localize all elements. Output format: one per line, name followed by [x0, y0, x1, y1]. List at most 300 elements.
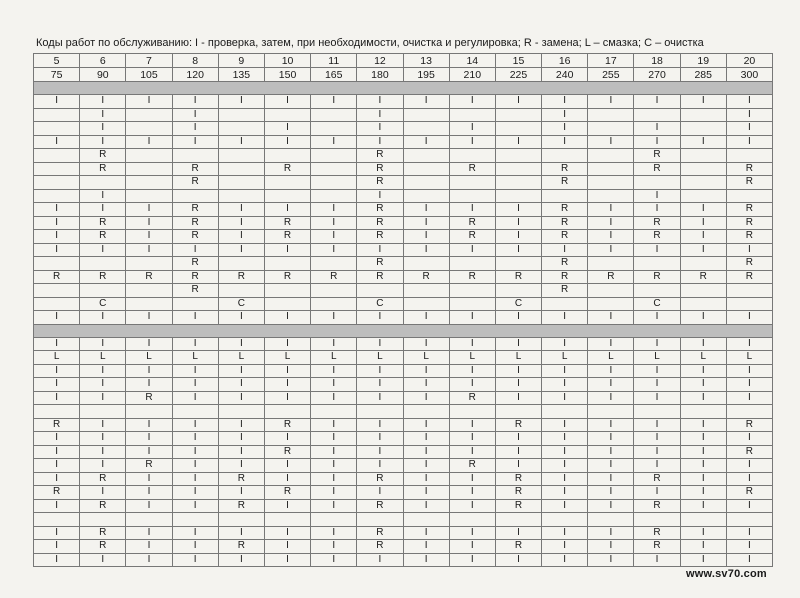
service-code-cell: I [495, 553, 541, 567]
table-row [34, 243, 773, 257]
table-row [34, 203, 773, 217]
service-code-cell: I [588, 445, 634, 459]
service-code-cell: R [542, 203, 588, 217]
service-code-cell [634, 176, 680, 190]
service-code-cell: I [34, 230, 80, 244]
service-code-cell: R [357, 162, 403, 176]
service-code-cell [495, 189, 541, 203]
service-code-cell: I [218, 526, 264, 540]
service-code-cell: I [311, 418, 357, 432]
service-code-cell: R [726, 445, 772, 459]
service-code-cell [588, 176, 634, 190]
interval-header-cell: 11 [311, 54, 357, 68]
service-code-cell: R [126, 270, 172, 284]
maintenance-schedule-table [33, 53, 773, 567]
service-code-cell: R [264, 270, 310, 284]
service-code-cell [680, 284, 726, 298]
service-code-cell [264, 297, 310, 311]
service-code-cell: I [126, 95, 172, 109]
mileage-header-cell: 195 [403, 68, 449, 82]
service-code-cell: I [34, 364, 80, 378]
service-code-cell: I [264, 553, 310, 567]
service-code-cell: R [172, 176, 218, 190]
service-code-cell: I [264, 499, 310, 513]
service-code-cell: I [311, 459, 357, 473]
service-code-cell [495, 122, 541, 136]
service-code-cell: I [588, 364, 634, 378]
table-row [34, 472, 773, 486]
service-code-cell: I [726, 337, 772, 351]
service-code-cell: I [311, 486, 357, 500]
service-code-cell: I [218, 135, 264, 149]
service-code-cell: I [311, 526, 357, 540]
service-code-cell: I [80, 445, 126, 459]
service-code-cell: I [588, 553, 634, 567]
service-code-cell: L [726, 351, 772, 365]
service-code-cell: I [588, 203, 634, 217]
service-code-cell [264, 149, 310, 163]
service-code-cell: I [588, 378, 634, 392]
service-code-cell [264, 513, 310, 527]
service-code-cell [403, 108, 449, 122]
service-code-cell: I [126, 230, 172, 244]
service-code-cell: R [172, 203, 218, 217]
service-code-cell: R [126, 459, 172, 473]
service-code-cell: R [34, 418, 80, 432]
service-code-cell: R [172, 216, 218, 230]
service-code-cell [311, 176, 357, 190]
service-code-cell: L [34, 351, 80, 365]
service-code-cell: I [34, 459, 80, 473]
service-code-cell [495, 513, 541, 527]
service-code-cell: I [80, 432, 126, 446]
service-code-cell: I [542, 553, 588, 567]
service-code-cell: L [495, 351, 541, 365]
service-code-cell [126, 405, 172, 419]
service-code-cell: R [80, 499, 126, 513]
header-row-intervals [34, 54, 773, 68]
service-code-cell: I [34, 472, 80, 486]
service-code-cell: R [726, 162, 772, 176]
table-row [34, 391, 773, 405]
service-code-cell: I [264, 337, 310, 351]
service-code-cell: I [588, 337, 634, 351]
mileage-header-cell: 300 [726, 68, 772, 82]
service-code-cell: I [449, 135, 495, 149]
service-code-cell: I [311, 499, 357, 513]
service-code-cell: R [634, 270, 680, 284]
service-code-cell: I [449, 364, 495, 378]
service-code-cell: I [34, 553, 80, 567]
service-code-cell: I [172, 364, 218, 378]
service-code-cell: I [34, 432, 80, 446]
service-code-cell: I [403, 432, 449, 446]
section-divider-cell [34, 324, 773, 337]
service-code-cell: R [357, 499, 403, 513]
service-code-cell [34, 284, 80, 298]
service-code-cell [403, 162, 449, 176]
service-code-cell [726, 189, 772, 203]
service-code-cell [726, 149, 772, 163]
service-code-cell: I [218, 203, 264, 217]
service-code-cell: R [449, 391, 495, 405]
service-code-cell: I [495, 243, 541, 257]
service-code-cell: I [726, 499, 772, 513]
service-code-cell: I [264, 526, 310, 540]
service-code-cell: I [726, 526, 772, 540]
service-code-cell: I [357, 378, 403, 392]
service-code-cell: I [542, 486, 588, 500]
service-code-cell: R [449, 270, 495, 284]
service-code-cell: I [218, 95, 264, 109]
mileage-header-cell: 120 [172, 68, 218, 82]
service-code-cell [449, 257, 495, 271]
service-code-cell: I [264, 243, 310, 257]
service-code-cell: R [80, 526, 126, 540]
service-code-cell: I [449, 486, 495, 500]
table-row [34, 95, 773, 109]
service-code-cell: I [542, 472, 588, 486]
service-code-cell: I [542, 337, 588, 351]
service-code-cell: I [357, 243, 403, 257]
service-code-cell: I [34, 216, 80, 230]
service-code-cell: I [264, 311, 310, 325]
service-code-cell: I [449, 553, 495, 567]
table-row [34, 513, 773, 527]
service-code-cell: I [34, 311, 80, 325]
service-code-cell: R [172, 257, 218, 271]
service-code-cell: I [495, 526, 541, 540]
service-code-cell: R [726, 176, 772, 190]
service-code-cell: L [588, 351, 634, 365]
service-code-cell: I [726, 95, 772, 109]
service-code-cell: I [218, 230, 264, 244]
service-code-cell: I [726, 459, 772, 473]
service-code-cell: I [588, 95, 634, 109]
service-code-cell [264, 189, 310, 203]
service-code-cell: I [542, 311, 588, 325]
table-row [34, 270, 773, 284]
service-code-cell: I [680, 203, 726, 217]
service-code-cell: I [80, 364, 126, 378]
service-code-cell: I [172, 378, 218, 392]
service-code-cell: I [172, 122, 218, 136]
service-code-cell: I [357, 189, 403, 203]
service-code-cell [588, 405, 634, 419]
table-row [34, 189, 773, 203]
service-code-cell: I [172, 499, 218, 513]
service-code-cell [264, 284, 310, 298]
service-code-cell: I [449, 540, 495, 554]
service-code-cell: R [542, 257, 588, 271]
service-code-cell: R [495, 418, 541, 432]
service-code-cell [264, 176, 310, 190]
service-code-cell [218, 405, 264, 419]
service-code-cell: I [403, 540, 449, 554]
service-code-cell: I [218, 459, 264, 473]
mileage-header-cell: 105 [126, 68, 172, 82]
service-code-cell: R [726, 270, 772, 284]
service-code-cell: I [588, 418, 634, 432]
service-code-cell: I [449, 378, 495, 392]
service-code-cell: I [126, 445, 172, 459]
service-code-cell: L [542, 351, 588, 365]
service-code-cell: I [542, 122, 588, 136]
service-code-cell: I [588, 472, 634, 486]
service-code-cell: R [264, 162, 310, 176]
service-code-cell: C [80, 297, 126, 311]
service-code-cell: I [403, 203, 449, 217]
service-code-cell: L [634, 351, 680, 365]
service-code-cell: R [634, 472, 680, 486]
service-code-cell: I [80, 553, 126, 567]
service-code-cell: I [726, 122, 772, 136]
service-code-cell [680, 405, 726, 419]
service-code-cell: R [218, 499, 264, 513]
table-row [34, 553, 773, 567]
service-code-cell [34, 108, 80, 122]
service-code-cell: I [634, 378, 680, 392]
table-row [34, 540, 773, 554]
service-code-cell [680, 257, 726, 271]
mileage-header-cell: 240 [542, 68, 588, 82]
service-code-cell [542, 297, 588, 311]
service-code-cell [449, 149, 495, 163]
service-code-cell: I [542, 243, 588, 257]
service-code-cell: I [34, 378, 80, 392]
service-code-cell: I [311, 445, 357, 459]
service-code-cell: R [172, 284, 218, 298]
service-code-cell: I [172, 432, 218, 446]
service-code-cell: R [542, 230, 588, 244]
service-code-cell: R [542, 162, 588, 176]
service-code-cell: I [495, 311, 541, 325]
table-row [34, 526, 773, 540]
service-code-cell: I [126, 203, 172, 217]
interval-header-cell: 16 [542, 54, 588, 68]
service-code-cell [449, 405, 495, 419]
service-code-cell [311, 405, 357, 419]
service-code-cell: I [542, 364, 588, 378]
service-code-cell: I [357, 364, 403, 378]
service-code-cell [680, 122, 726, 136]
service-code-cell: R [264, 486, 310, 500]
service-code-cell [495, 284, 541, 298]
service-code-cell: I [126, 499, 172, 513]
service-code-cell [311, 162, 357, 176]
service-code-cell: I [634, 243, 680, 257]
mileage-header-cell: 285 [680, 68, 726, 82]
service-code-cell: I [264, 459, 310, 473]
service-code-cell: I [172, 243, 218, 257]
service-code-cell: I [726, 243, 772, 257]
service-code-cell: R [634, 149, 680, 163]
service-code-cell [34, 257, 80, 271]
service-code-cell [449, 176, 495, 190]
service-code-cell: R [726, 230, 772, 244]
service-code-cell: I [634, 486, 680, 500]
service-code-cell [126, 162, 172, 176]
service-code-cell [126, 108, 172, 122]
service-code-cell [126, 149, 172, 163]
interval-header-cell: 7 [126, 54, 172, 68]
service-code-cell: I [264, 432, 310, 446]
service-code-cell: R [80, 149, 126, 163]
service-code-cell: I [311, 337, 357, 351]
service-code-cell: I [172, 108, 218, 122]
service-code-cell: R [172, 270, 218, 284]
service-code-cell: I [680, 486, 726, 500]
service-code-cell: R [264, 230, 310, 244]
service-code-cell: I [542, 499, 588, 513]
service-code-cell: I [126, 311, 172, 325]
service-code-cell: I [680, 243, 726, 257]
service-code-cell [172, 405, 218, 419]
service-code-cell: I [495, 391, 541, 405]
service-code-cell [34, 162, 80, 176]
service-code-cell: I [357, 135, 403, 149]
service-code-cell: I [218, 486, 264, 500]
service-code-cell [588, 257, 634, 271]
service-code-cell: I [80, 418, 126, 432]
service-code-cell [634, 108, 680, 122]
service-code-cell: R [634, 499, 680, 513]
service-code-cell [680, 162, 726, 176]
service-code-cell: I [449, 122, 495, 136]
service-code-cell: R [449, 459, 495, 473]
service-code-cell: L [264, 351, 310, 365]
service-code-cell: I [357, 459, 403, 473]
service-code-cell: I [403, 553, 449, 567]
service-code-cell [311, 257, 357, 271]
service-code-cell [264, 405, 310, 419]
service-code-cell: L [80, 351, 126, 365]
service-code-cell: I [403, 364, 449, 378]
service-code-cell: R [726, 486, 772, 500]
service-code-cell [34, 176, 80, 190]
service-code-cell: I [634, 203, 680, 217]
service-code-cell [680, 149, 726, 163]
table-row [34, 364, 773, 378]
service-code-cell: I [80, 135, 126, 149]
service-code-cell: I [449, 311, 495, 325]
service-code-cell: I [403, 216, 449, 230]
header-row-mileage [34, 68, 773, 82]
service-code-cell: R [588, 270, 634, 284]
service-code-cell: I [357, 445, 403, 459]
service-code-cell: I [634, 418, 680, 432]
service-code-cell: L [449, 351, 495, 365]
interval-header-cell: 20 [726, 54, 772, 68]
service-code-cell: L [218, 351, 264, 365]
service-code-cell: I [680, 378, 726, 392]
service-code-cell: R [357, 149, 403, 163]
service-code-cell: I [495, 378, 541, 392]
service-code-cell: R [495, 270, 541, 284]
service-code-cell [634, 257, 680, 271]
service-code-cell: I [449, 526, 495, 540]
interval-header-cell: 15 [495, 54, 541, 68]
service-code-cell: L [403, 351, 449, 365]
service-code-cell: I [449, 203, 495, 217]
service-code-cell: R [726, 216, 772, 230]
service-code-cell: R [311, 270, 357, 284]
service-code-cell [34, 149, 80, 163]
service-code-cell: I [311, 243, 357, 257]
service-code-cell [588, 189, 634, 203]
service-code-cell [495, 405, 541, 419]
service-code-cell: I [449, 418, 495, 432]
service-code-cell: I [172, 445, 218, 459]
table-row [34, 432, 773, 446]
service-code-cell [542, 513, 588, 527]
service-code-cell: I [680, 418, 726, 432]
service-code-cell: I [726, 364, 772, 378]
service-code-cell: I [218, 391, 264, 405]
service-code-cell [126, 189, 172, 203]
service-code-cell: I [34, 203, 80, 217]
service-code-cell: I [449, 432, 495, 446]
mileage-header-cell: 90 [80, 68, 126, 82]
interval-header-cell: 18 [634, 54, 680, 68]
service-code-cell: I [126, 472, 172, 486]
service-code-cell: R [264, 418, 310, 432]
service-code-cell: I [264, 540, 310, 554]
service-code-cell [634, 405, 680, 419]
service-code-cell: I [495, 203, 541, 217]
service-code-cell [218, 122, 264, 136]
service-code-cell [34, 189, 80, 203]
service-code-cell: I [80, 391, 126, 405]
service-code-cell [449, 297, 495, 311]
table-row [34, 311, 773, 325]
service-code-cell: R [726, 257, 772, 271]
service-code-cell: I [449, 243, 495, 257]
mileage-header-cell: 270 [634, 68, 680, 82]
service-code-cell [34, 122, 80, 136]
service-code-cell: I [588, 432, 634, 446]
mileage-header-cell: 210 [449, 68, 495, 82]
service-code-cell [403, 189, 449, 203]
service-code-cell: I [80, 337, 126, 351]
table-row [34, 216, 773, 230]
service-code-cell: I [172, 337, 218, 351]
service-code-cell: I [634, 95, 680, 109]
service-code-cell: I [218, 216, 264, 230]
table-row [34, 459, 773, 473]
service-code-cell: I [172, 486, 218, 500]
table-row [34, 351, 773, 365]
service-code-cell: I [172, 418, 218, 432]
service-code-cell: I [126, 418, 172, 432]
service-code-cell: L [126, 351, 172, 365]
service-code-cell: I [680, 337, 726, 351]
service-code-cell: I [588, 135, 634, 149]
service-code-cell: C [634, 297, 680, 311]
mileage-header-cell: 225 [495, 68, 541, 82]
service-code-cell: I [264, 122, 310, 136]
service-code-cell: I [542, 432, 588, 446]
service-code-cell: I [357, 553, 403, 567]
service-code-cell: R [80, 162, 126, 176]
section-divider-row [34, 324, 773, 337]
service-code-cell [542, 405, 588, 419]
service-code-cell: I [680, 95, 726, 109]
table-row [34, 122, 773, 136]
service-code-cell [357, 513, 403, 527]
service-code-cell [34, 513, 80, 527]
service-code-cell [218, 108, 264, 122]
